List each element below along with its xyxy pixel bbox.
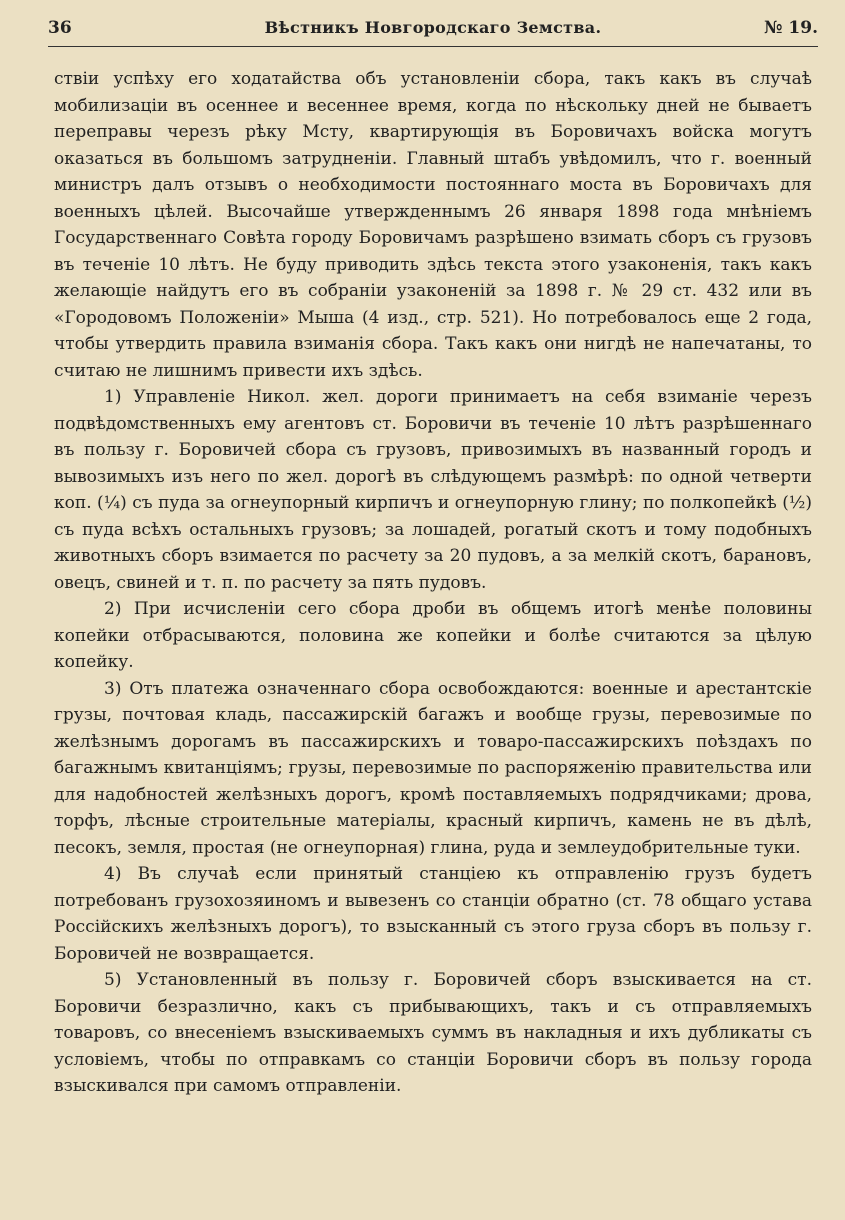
issue-number: № 19. (764, 18, 818, 38)
paragraph-rule-3: 3) Отъ платежа означеннаго сбора освобождаются: военные и арестантскіе грузы, почтовая кладь, пассажирскій багажъ и вообще грузы, перевозимые по желѣзнымъ дорогамъ въ пассажирскихъ и товаро-пассажирскихъ поѣздахъ по багажнымъ квитанціямъ; грузы, перевозимые по распоряженію правительства или для надобностей желѣзныхъ дорогъ, кромѣ поставляемыхъ подрядчиками; дрова, торфъ, лѣсные строительные матеріалы, красный кирпичъ, камень не въ дѣлѣ, песокъ, земля, простая (не огнеупорная) глина, руда и землеудобрительные туки. (54, 678, 812, 858)
page-number: 36 (48, 18, 72, 38)
article-body (54, 66, 812, 1100)
paragraph-rule-4: 4) Въ случаѣ если принятый станціею къ отправленію грузъ будетъ потребованъ грузохозяиномъ и вывезенъ со станціи обратно (ст. 78 общаго устава Россійскихъ желѣзныхъ дорогъ), то взысканный съ этого груза сборъ въ пользу г. Боровичей не возвращается. (54, 864, 812, 964)
paragraph-rule-5: 5) Установленный въ пользу г. Боровичей сборъ взыскивается на ст. Боровичи безразлично, какъ съ прибывающихъ, такъ и съ отправляемыхъ товаровъ, со внесеніемъ взыскиваемыхъ суммъ въ накладныя и ихъ дубликаты съ условіемъ, чтобы по отправкамъ со станціи Боровичи сборъ въ пользу города взыскивался при самомъ отправленіи. (54, 970, 812, 1096)
paragraph-rule-2: 2) При исчисленіи сего сбора дроби въ общемъ итогѣ менѣе половины копейки отбрасываются, половина же копейки и болѣе считаются за цѣлую копейку. (54, 599, 812, 672)
page-header (48, 18, 818, 44)
header-rule (48, 46, 818, 47)
paragraph-rule-1: 1) Управленіе Никол. жел. дороги принимаетъ на себя взиманіе черезъ подвѣдомственныхъ ему агентовъ ст. Боровичи въ теченіе 10 лѣтъ разрѣшеннаго въ пользу г. Боровичей сбора съ грузовъ, привозимыхъ въ названный городъ и вывозимыхъ изъ него по жел. дорогѣ въ слѣдующемъ размѣрѣ: по одной четверти коп. (¼) съ пуда за огнеупорный кирпичъ и огнеупорную глину; по полкопейкѣ (½) съ пуда всѣхъ остальныхъ грузовъ; за лошадей, рогатый скотъ и тому подобныхъ животныхъ сборъ взимается по расчету за 20 пудовъ, а за мелкій скотъ, барановъ, овецъ, свиней и т. п. по расчету за пять пудовъ. (54, 387, 812, 593)
paragraph-intro: ствіи успѣху его ходатайства объ установленіи сбора, такъ какъ въ случаѣ мобилизаціи въ осеннее и весеннее время, когда по нѣскольку дней не бываетъ переправы черезъ рѣку Мсту, квартирующія въ Боровичахъ войска могутъ оказаться въ большомъ затрудненіи. Главный штабъ увѣдомилъ, что г. военный министръ далъ отзывъ о необходимости постояннаго моста въ Боровичахъ для военныхъ цѣлей. Высочайше утвержденнымъ 26 января 1898 года мнѣніемъ Государственнаго Совѣта городу Боровичамъ разрѣшено взимать сборъ съ грузовъ въ теченіе 10 лѣтъ. Не буду приводить здѣсь текста этого узаконенія, такъ какъ желающіе найдутъ его въ собраніи узаконеній за 1898 г. № 29 ст. 432 или въ «Городовомъ Положеніи» Мыша (4 изд., стр. 521). Но потребовалось еще 2 года, чтобы утвердить правила взиманія сбора. Такъ какъ они нигдѣ не напечатаны, то считаю не лишнимъ привести ихъ здѣсь. (54, 69, 812, 381)
journal-title: Вѣстникъ Новгородскаго Земства. (264, 18, 602, 37)
